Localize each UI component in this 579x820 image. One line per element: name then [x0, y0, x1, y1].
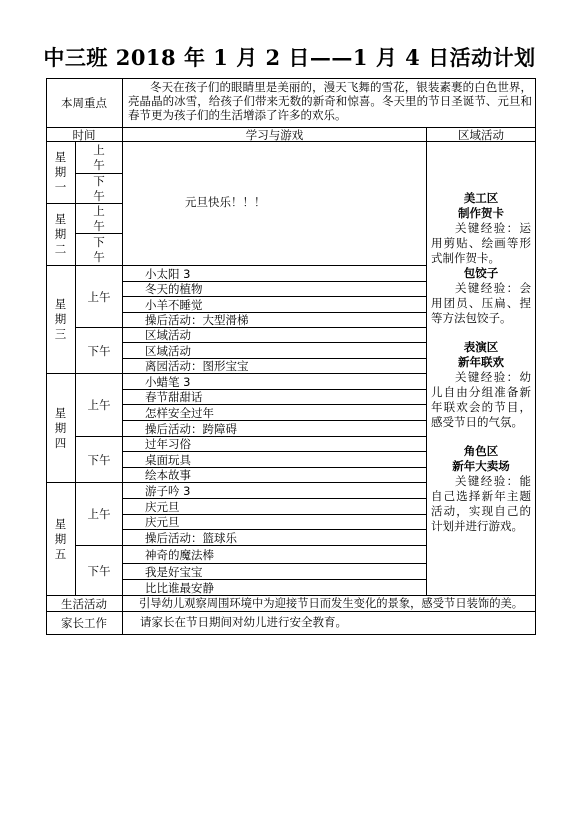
activity-row: 冬天的植物	[123, 282, 427, 297]
day-tuesday-label: 星期二	[54, 212, 67, 256]
period-mon-am	[76, 142, 123, 174]
area-name: 新年联欢	[458, 355, 504, 369]
life-label: 生活活动	[46, 596, 123, 612]
area-name: 包饺子	[463, 266, 499, 280]
holiday-text: 元旦快乐！！！	[185, 195, 266, 209]
period-fri-pm: 下午	[76, 546, 123, 596]
area-activities	[427, 142, 536, 596]
activity-row: 小蜡笔 3	[123, 374, 427, 390]
period-label: 下午	[93, 174, 105, 203]
focus-text: 冬天在孩子们的眼睛里是美丽的，漫天飞舞的雪花，银装素裹的白色世界，亮晶晶的冰雪，给孩子们带来无数的新奇和惊喜。冬天里的节日圣诞节、元旦和春节更为孩子们的生活增添了许多的欢乐。	[123, 78, 536, 128]
activity-row: 桌面玩具	[123, 452, 427, 468]
activity-row: 操后活动：跨障碍	[123, 421, 427, 437]
day-friday-label: 星期五	[54, 516, 67, 561]
day-thursday	[46, 374, 76, 483]
life-text: 引导幼儿观察周围环境中为迎接节日而发生变化的景象，感受节日装饰的美。	[123, 596, 536, 612]
activity-row: 小太阳 3	[123, 266, 427, 282]
activity-row: 比比谁最安静	[123, 580, 427, 596]
period-label: 上午	[93, 142, 105, 172]
activity-row: 春节甜甜话	[123, 390, 427, 405]
period-thu-pm: 下午	[76, 437, 123, 483]
activity-row: 小羊不睡觉	[123, 297, 427, 313]
activity-row: 游子吟 3	[123, 483, 427, 499]
area-desc: 关键经验：幼儿自由分组准备新年联欢会的节目，感受节日的气氛。	[431, 370, 531, 429]
activity-row: 绘本故事	[123, 468, 427, 483]
plan-table	[46, 78, 536, 635]
area-zone: 美工区	[463, 191, 499, 205]
day-thursday-label: 星期四	[54, 405, 67, 450]
activity-row: 我是好宝宝	[123, 564, 427, 580]
period-thu-am: 上午	[76, 374, 123, 437]
header-learning: 学习与游戏	[123, 128, 427, 142]
activity-row: 神奇的魔法棒	[123, 546, 427, 564]
holiday-cell	[123, 142, 427, 266]
period-mon-pm	[76, 174, 123, 204]
area-zone: 表演区	[463, 340, 499, 354]
parents-text: 请家长在节日期间对幼儿进行安全教育。	[123, 612, 536, 635]
day-wednesday	[46, 266, 76, 374]
day-wednesday-label: 星期三	[54, 297, 67, 341]
activity-row: 操后活动：篮球乐	[123, 530, 427, 546]
activity-row: 怎样安全过年	[123, 405, 427, 421]
period-label: 上午	[93, 204, 105, 233]
area-desc: 关键经验：会用团员、压扁、捏等方法包饺子。	[431, 281, 531, 325]
period-wed-am: 上午	[76, 266, 123, 328]
activity-row: 区域活动	[123, 343, 427, 359]
activity-row: 庆元旦	[123, 515, 427, 530]
day-monday-label: 星期一	[54, 150, 67, 194]
period-label: 下午	[93, 234, 105, 264]
area-zone: 角色区	[463, 444, 499, 458]
period-tue-pm	[76, 234, 123, 266]
period-wed-pm: 下午	[76, 328, 123, 374]
page-title: 中三班 2018 年 1 月 2 日——1 月 4 日活动计划	[43, 45, 536, 70]
day-monday	[46, 142, 76, 204]
area-desc: 关键经验：运用剪贴、绘画等形式制作贺卡。	[431, 221, 531, 265]
activity-row: 区域活动	[123, 328, 427, 343]
area-name: 制作贺卡	[458, 206, 504, 220]
area-desc: 关键经验：能自己选择新年主题活动，实现自己的计划并进行游戏。	[431, 474, 531, 533]
header-area: 区域活动	[427, 128, 536, 142]
activity-row: 过年习俗	[123, 437, 427, 452]
parents-label: 家长工作	[46, 612, 123, 635]
activity-row: 离园活动：图形宝宝	[123, 359, 427, 374]
focus-label: 本周重点	[46, 78, 123, 128]
activity-row: 操后活动：大型滑梯	[123, 313, 427, 328]
header-time: 时间	[46, 128, 123, 142]
day-tuesday	[46, 204, 76, 266]
period-tue-am	[76, 204, 123, 234]
day-friday	[46, 483, 76, 596]
period-fri-am: 上午	[76, 483, 123, 546]
area-name: 新年大卖场	[452, 459, 510, 473]
activity-row: 庆元旦	[123, 499, 427, 515]
